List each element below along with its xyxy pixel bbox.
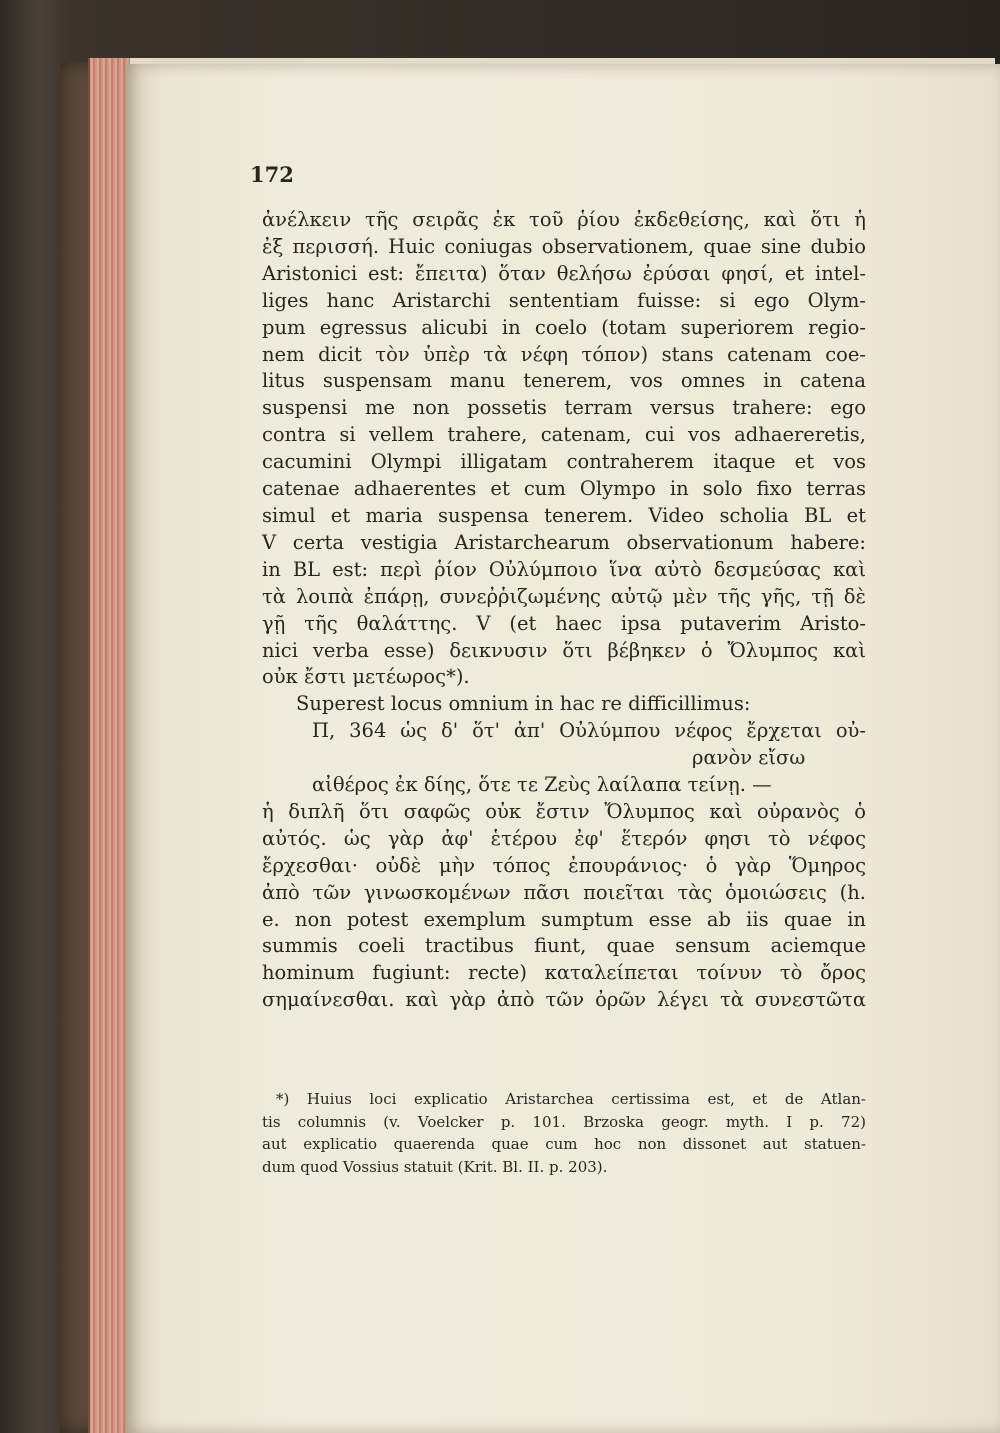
- text-line: litus suspensam manu tenerem, vos omnes in catena: [262, 369, 866, 393]
- text-line: ἡ διπλῆ ὅτι σαφῶς οὐκ ἔστιν Ὄλυμπος καὶ οὐρανὸς ὁ: [262, 799, 866, 823]
- footnote-line: *) Huius loci explicatio Aristarchea certissima est, et de Atlan-: [276, 1090, 866, 1108]
- text-line: catenae adhaerentes et cum Olympo in solo fixo terras: [262, 477, 866, 501]
- verse-line: ρανὸν εἴσω: [692, 746, 806, 770]
- text-line: pum egressus alicubi in coelo (totam superiorem regio-: [262, 315, 866, 339]
- text-line: γῇ τῆς θαλάττης. V (et haec ipsa putaverim Aristo-: [262, 611, 866, 635]
- main-text-block: [262, 207, 866, 1014]
- text-line: simul et maria suspensa tenerem. Video scholia BL et: [262, 503, 866, 527]
- footnote-line: aut explicatio quaerenda quae cum hoc non dissonet aut statuen-: [262, 1135, 866, 1153]
- text-line: τὰ λοιπὰ ἐπάρῃ, συνεῤῥιζωμένης αὐτῷ μὲν τῆς γῆς, τῇ δὲ: [262, 584, 866, 608]
- footnote-line: tis columnis (v. Voelcker p. 101. Brzoska geogr. myth. I p. 72): [262, 1112, 866, 1131]
- text-line: e. non potest exemplum sumptum esse ab iis quae in: [262, 907, 866, 931]
- text-line: nici verba esse) δεικνυσιν ὅτι βέβηκεν ὁ Ὄλυμπος καὶ: [262, 638, 866, 662]
- text-line: ἔρχεσθαι· οὐδὲ μὴν τόπος ἐπουράνιος· ὁ γὰρ Ὅμηρος: [262, 853, 866, 877]
- text-line: suspensi me non possetis terram versus trahere: ego: [262, 396, 866, 420]
- footnote-line: dum quod Vossius statuit (Krit. Bl. II. p. 203).: [262, 1157, 608, 1176]
- text-line: Aristonici est: ἔπειτα) ὅταν θελήσω ἐρύσαι φησί, et intel-: [262, 261, 866, 285]
- text-line: summis coeli tractibus fiunt, quae sensum aciemque: [262, 934, 866, 958]
- text-line: liges hanc Aristarchi sententiam fuisse: si ego Olym-: [262, 288, 866, 312]
- text-line: V certa vestigia Aristarchearum observationum habere:: [262, 530, 866, 554]
- text-line: contra si vellem trahere, catenam, cui vos adhaereretis,: [262, 423, 866, 447]
- text-line: hominum fugiunt: recte) καταλείπεται τοίνυν τὸ ὄρος: [262, 961, 866, 985]
- text-line: in BL est: περὶ ῥίον Οὐλύμποιο ἵνα αὐτὸ δεσμεύσας καὶ: [262, 557, 866, 581]
- verse-line: Π, 364 ὡς δ' ὅτ' ἀπ' Οὐλύμπου νέφος ἔρχεται οὐ-: [312, 719, 866, 743]
- text-line: ἀνέλκειν τῆς σειρᾶς ἐκ τοῦ ῥίου ἐκδεθείσης, καὶ ὅτι ἡ: [262, 208, 866, 231]
- text-line: αὐτός. ὡς γὰρ ἀφ' ἑτέρου ἐφ' ἕτερόν φησι τὸ νέφος: [262, 826, 866, 850]
- page-number: 172: [250, 162, 294, 187]
- text-line: ἀπὸ τῶν γινωσκομένων πᾶσι ποιεῖται τὰς ὁμοιώσεις (h.: [262, 880, 866, 904]
- footnote-block: [262, 1088, 866, 1178]
- verse-line: αἰθέρος ἐκ δίης, ὅτε τε Ζεὺς λαίλαπα τείνῃ. —: [312, 773, 772, 797]
- text-line: Superest locus omnium in hac re difficillimus:: [296, 692, 751, 716]
- text-line: σημαίνεσθαι. καὶ γὰρ ἀπὸ τῶν ὀρῶν λέγει τὰ συνεστῶτα: [262, 988, 866, 1012]
- text-line: cacumini Olympi illigatam contraherem itaque et vos: [262, 450, 866, 474]
- text-line: nem dicit τὸν ὑπὲρ τὰ νέφη τόπον) stans catenam coe-: [262, 342, 866, 366]
- text-line: οὐκ ἔστι μετέωρος*).: [262, 665, 470, 689]
- page-edges-red: [88, 58, 130, 1433]
- text-line: ἐξ περισσή. Huic coniugas observationem, quae sine dubio: [262, 234, 866, 258]
